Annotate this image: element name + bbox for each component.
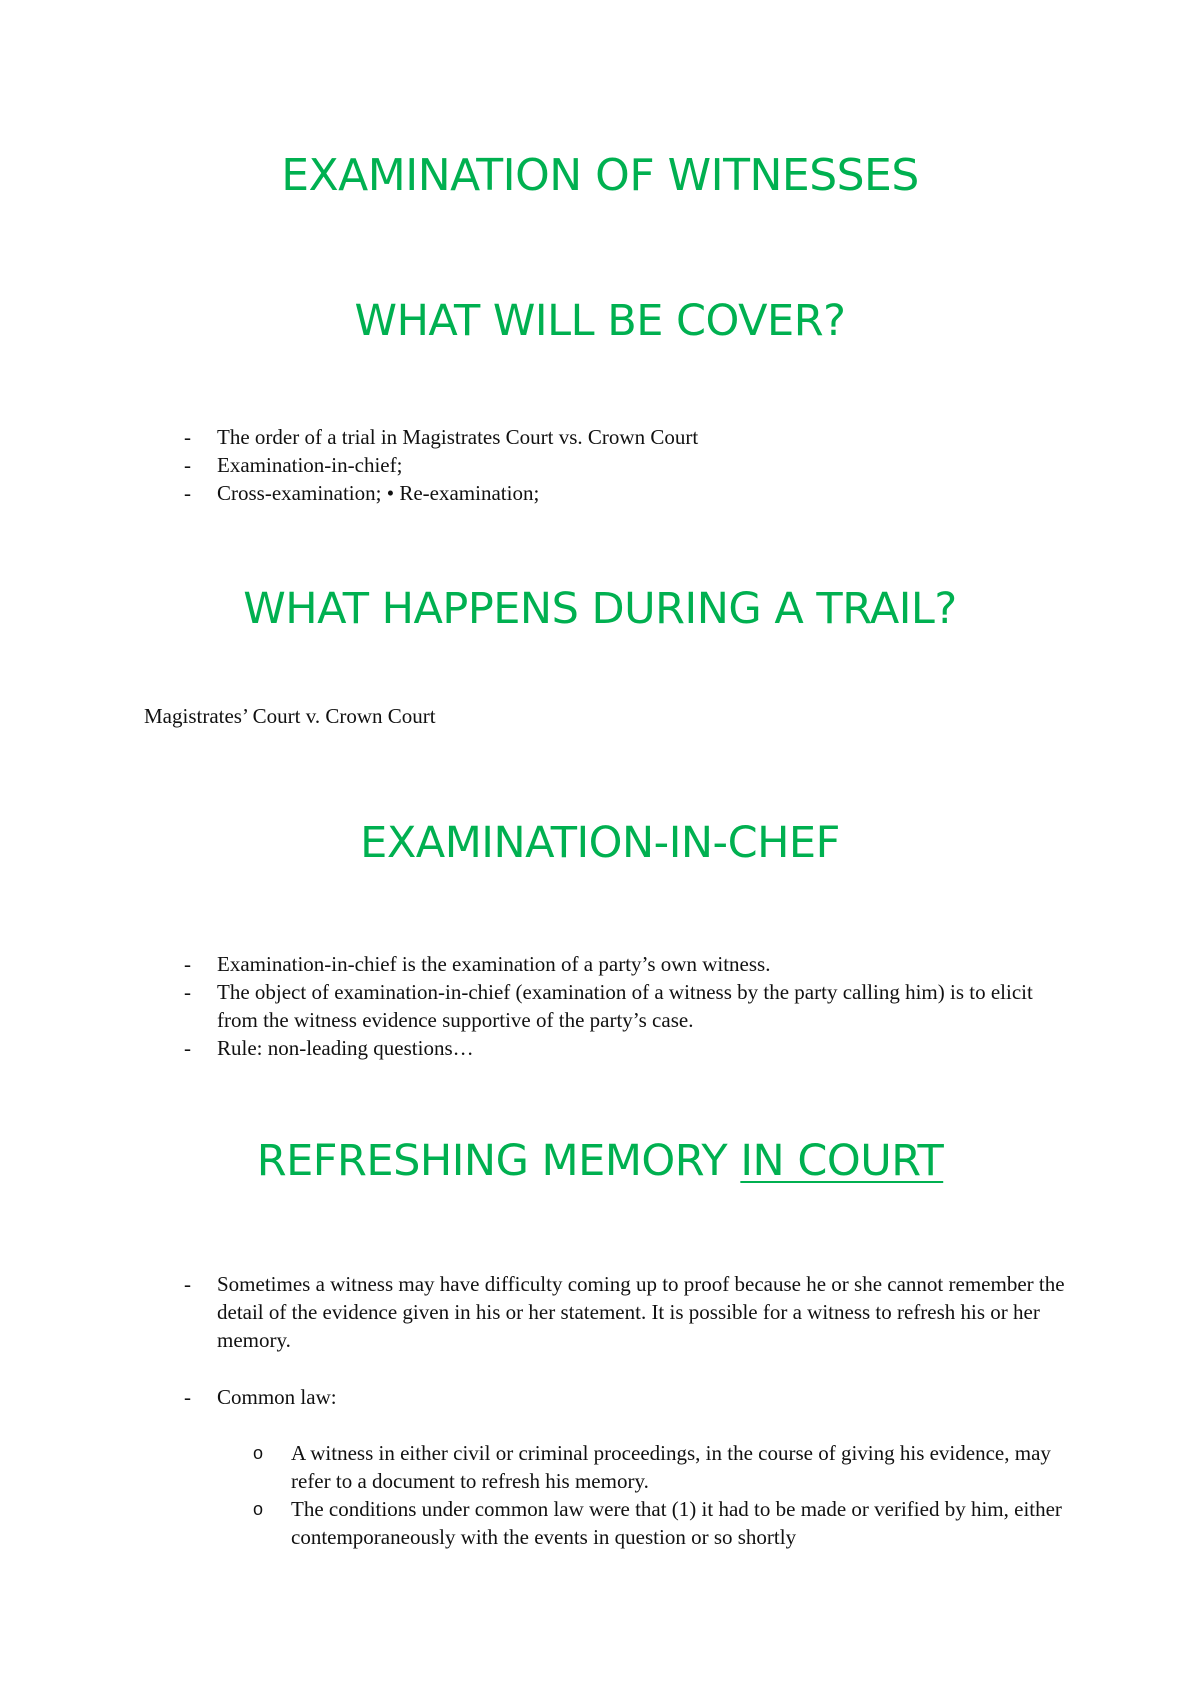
list-item: - Rule: non-leading questions… [184,1036,474,1060]
heading-examination-in-chief: EXAMINATION-IN-CHEF [360,818,840,868]
list-item: - Common law: [184,1385,337,1409]
exam-in-chief-list [0,950,1200,1062]
list-item: - Cross-examination; • Re-examination; [184,481,540,505]
heading-refreshing-memory [0,1136,1200,1186]
heading-refreshing-memory-text: REFRESHING MEMORY [256,1136,741,1186]
document-title: EXAMINATION OF WITNESSES [281,150,919,201]
common-law-list [0,1383,1200,1411]
list-item: - The order of a trial in Magistrates Court vs. Crown Court [184,425,699,449]
heading-what-will-be-covered: WHAT WILL BE COVER? [354,296,846,346]
heading-what-happens-during-trial: WHAT HAPPENS DURING A TRAIL? [243,584,957,634]
list-item: - The object of examination-in-chief (examination of a witness by the party calling him) is to elicit from the witness evidence supportive of the party’s case. [184,980,1033,1032]
cover-list [0,423,1200,507]
list-item: - Examination-in-chief; [184,453,403,477]
common-law-sublist [0,1439,1200,1551]
sub-list-item: o A witness in either civil or criminal proceedings, in the course of giving his evidence, may refer to a document to refresh his memory. [253,1441,1051,1493]
heading-in-court-underlined: IN COURT [740,1136,944,1186]
refresh-memory-list [0,1270,1200,1354]
list-item: - Sometimes a witness may have difficulty coming up to proof because he or she cannot remember the detail of the evidence given in his or her statement. It is possible for a witness to refresh his or her memory. [184,1272,1065,1352]
sub-list-item: o The conditions under common law were that (1) it had to be made or verified by him, either contemporaneously with the events in question or so shortly [253,1497,1062,1549]
list-item: - Examination-in-chief is the examination of a party’s own witness. [184,952,771,976]
trial-paragraph: Magistrates’ Court v. Crown Court [144,704,436,728]
